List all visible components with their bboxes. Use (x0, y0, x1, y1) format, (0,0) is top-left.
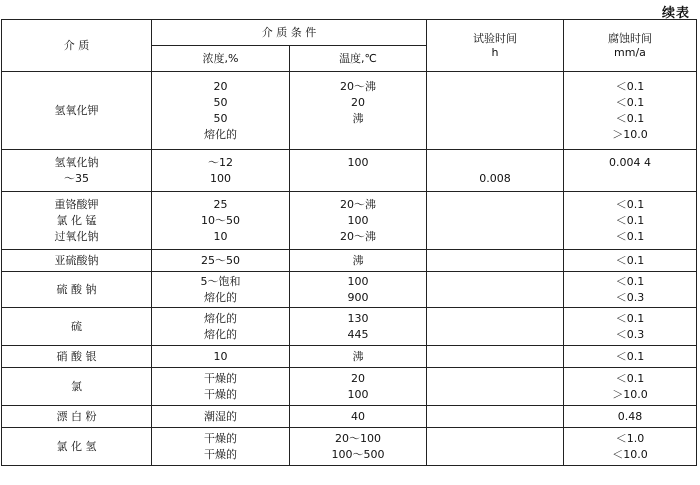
cell-concentration (152, 150, 290, 192)
cell-concentration (152, 272, 290, 308)
cell-concentration-line: 熔化的 (204, 290, 237, 304)
cell-test-time (427, 72, 564, 150)
cell-medium-line: 氯 化 锰 (56, 213, 97, 227)
header-conditions: 介 质 条 件 (152, 20, 427, 46)
cell-temperature-line: 100～500 (331, 447, 385, 461)
table-row (2, 368, 697, 406)
cell-temperature-line: 100 (347, 213, 369, 227)
cell-temperature (290, 150, 427, 192)
cell-medium (2, 346, 152, 368)
table-row (2, 192, 697, 250)
cell-medium-line: 氢氧化钾 (54, 103, 99, 117)
cell-corrosion-rate (564, 150, 697, 192)
cell-corrosion-rate-line: ＜0.1 (615, 213, 645, 227)
cell-medium-line: 漂 白 粉 (56, 409, 97, 423)
cell-concentration-line: 25～50 (201, 253, 240, 267)
cell-temperature-line (290, 171, 426, 187)
table-row (2, 406, 697, 428)
cell-temperature-line: 40 (351, 409, 365, 423)
cell-temperature (290, 368, 427, 406)
cell-medium (2, 150, 152, 192)
cell-concentration (152, 308, 290, 346)
cell-corrosion-rate-line: ＞10.0 (612, 127, 648, 141)
cell-corrosion-rate (564, 250, 697, 272)
cell-corrosion-rate-line: ＜0.1 (615, 311, 645, 325)
cell-temperature-line: 20 (351, 371, 365, 385)
cell-temperature-line: 20～100 (335, 431, 381, 445)
cell-test-time (427, 406, 564, 428)
cell-temperature-line: 100 (347, 274, 369, 288)
table-row (2, 150, 697, 192)
corrosion-table (1, 19, 697, 466)
table-row (2, 308, 697, 346)
cell-medium (2, 406, 152, 428)
cell-test-time (427, 368, 564, 406)
cell-corrosion-rate-line: ＜0.3 (615, 290, 645, 304)
cell-corrosion-rate-line: ＜10.0 (612, 447, 648, 461)
cell-concentration-line: 5～饱和 (200, 274, 241, 288)
cell-corrosion-rate-line: ＜0.1 (615, 79, 645, 93)
cell-medium (2, 72, 152, 150)
table-row (2, 346, 697, 368)
cell-concentration (152, 72, 290, 150)
cell-temperature-line: 沸 (352, 349, 364, 363)
cell-temperature-line: 130 (347, 311, 369, 325)
cell-concentration-line: 50 (213, 111, 228, 125)
cell-medium-line: 氢氧化钠 (54, 155, 99, 169)
cell-medium (2, 250, 152, 272)
cell-concentration (152, 346, 290, 368)
table-row (2, 250, 697, 272)
cell-medium-line: 硫 酸 钠 (56, 282, 97, 296)
cell-concentration (152, 192, 290, 250)
cell-corrosion-rate-line: ＜0.3 (615, 327, 645, 341)
header-test-time-label: 试验时间 (473, 31, 517, 45)
header-test-time (427, 20, 564, 72)
cell-medium-line: 重铬酸钾 (54, 197, 99, 211)
table-row (2, 428, 697, 466)
cell-concentration-line: 潮湿的 (204, 409, 237, 423)
cell-medium (2, 308, 152, 346)
header-medium: 介 质 (2, 20, 152, 72)
cell-corrosion-rate-line: ＜0.1 (615, 253, 645, 267)
table-row (2, 72, 697, 150)
header-test-time-unit: h (491, 45, 499, 59)
cell-test-time (427, 346, 564, 368)
cell-corrosion-rate-line: ＞10.0 (612, 387, 648, 401)
cell-concentration-line: 熔化的 (204, 311, 237, 325)
cell-temperature-line: 20～沸 (340, 229, 376, 243)
cell-temperature-line: 900 (347, 290, 369, 304)
cell-corrosion-rate (564, 346, 697, 368)
cell-medium (2, 428, 152, 466)
cell-test-time (427, 272, 564, 308)
cell-concentration-line: 25 (213, 197, 228, 211)
cell-temperature-line: 沸 (352, 253, 364, 267)
cell-corrosion-rate-line: ＜0.1 (615, 229, 645, 243)
cell-temperature-line: 20 (351, 95, 365, 109)
cell-corrosion-rate (564, 192, 697, 250)
cell-temperature (290, 308, 427, 346)
cell-concentration-line: 干燥的 (204, 447, 237, 461)
cell-temperature-line: 20～沸 (340, 197, 376, 211)
cell-test-time-line: 0.008 (479, 171, 511, 185)
cell-temperature (290, 272, 427, 308)
cell-corrosion-rate-line: 0.48 (617, 409, 643, 423)
cell-corrosion-rate (564, 368, 697, 406)
cell-concentration (152, 406, 290, 428)
cell-temperature (290, 72, 427, 150)
cell-concentration-line: 干燥的 (204, 431, 237, 445)
cell-temperature-line: 20～沸 (340, 79, 376, 93)
cell-corrosion-rate-line (564, 171, 696, 187)
header-concentration: 浓度,% (152, 46, 290, 72)
cell-temperature-line: 100 (347, 387, 369, 401)
cell-concentration-line: 熔化的 (204, 327, 237, 341)
cell-temperature (290, 346, 427, 368)
cell-test-time (427, 250, 564, 272)
cell-corrosion-rate (564, 428, 697, 466)
cell-concentration-line: 10 (213, 349, 228, 363)
table-body (2, 72, 697, 466)
cell-test-time (427, 192, 564, 250)
cell-concentration-line: 熔化的 (204, 127, 237, 141)
cell-concentration (152, 250, 290, 272)
cell-corrosion-rate-line: ＜0.1 (615, 349, 645, 363)
cell-concentration-line: 10～50 (201, 213, 240, 227)
cell-medium (2, 272, 152, 308)
cell-corrosion-rate (564, 272, 697, 308)
header-corrosion-label: 腐蚀时间 (608, 31, 652, 45)
cell-corrosion-rate (564, 308, 697, 346)
cell-medium (2, 192, 152, 250)
cell-test-time (427, 150, 564, 192)
cell-temperature (290, 428, 427, 466)
table-caption: 续表 (661, 6, 690, 21)
cell-temperature-line (290, 127, 426, 143)
cell-corrosion-rate-line: ＜0.1 (615, 274, 645, 288)
header-temperature: 温度,℃ (290, 46, 427, 72)
cell-temperature (290, 250, 427, 272)
cell-test-time-line (427, 155, 563, 171)
cell-temperature (290, 406, 427, 428)
cell-corrosion-rate (564, 72, 697, 150)
cell-medium-line: 过氧化钠 (54, 229, 99, 243)
cell-medium-line: 氯 化 氢 (56, 439, 97, 453)
cell-temperature-line: 沸 (352, 111, 364, 125)
header-corrosion-unit: mm/a (614, 45, 646, 59)
cell-concentration-line: 10 (213, 229, 228, 243)
cell-concentration-line: 100 (210, 171, 231, 185)
cell-medium-line: 硝 酸 银 (56, 349, 97, 363)
cell-medium-line: 氯 (71, 379, 82, 393)
cell-concentration-line: 20 (213, 79, 228, 93)
cell-concentration-line: ～12 (208, 155, 233, 169)
cell-temperature (290, 192, 427, 250)
cell-concentration-line: 50 (213, 95, 228, 109)
cell-concentration-line: 干燥的 (204, 387, 237, 401)
cell-temperature-line: 100 (347, 155, 369, 169)
header-corrosion (564, 20, 697, 72)
cell-test-time (427, 428, 564, 466)
cell-corrosion-rate (564, 406, 697, 428)
cell-corrosion-rate-line: 0.004 4 (609, 155, 651, 169)
cell-medium-line: 硫 (71, 319, 82, 333)
cell-temperature-line: 445 (347, 327, 369, 341)
cell-corrosion-rate-line: ＜0.1 (615, 197, 645, 211)
cell-corrosion-rate-line: ＜0.1 (615, 371, 645, 385)
cell-corrosion-rate-line: ＜0.1 (615, 111, 645, 125)
table-row (2, 272, 697, 308)
cell-medium-line: ～35 (64, 171, 89, 185)
cell-corrosion-rate-line: ＜1.0 (615, 431, 645, 445)
cell-concentration-line: 干燥的 (204, 371, 237, 385)
cell-test-time (427, 308, 564, 346)
cell-concentration (152, 428, 290, 466)
cell-medium-line: 亚硫酸钠 (54, 253, 99, 267)
cell-corrosion-rate-line: ＜0.1 (615, 95, 645, 109)
cell-medium (2, 368, 152, 406)
cell-concentration (152, 368, 290, 406)
